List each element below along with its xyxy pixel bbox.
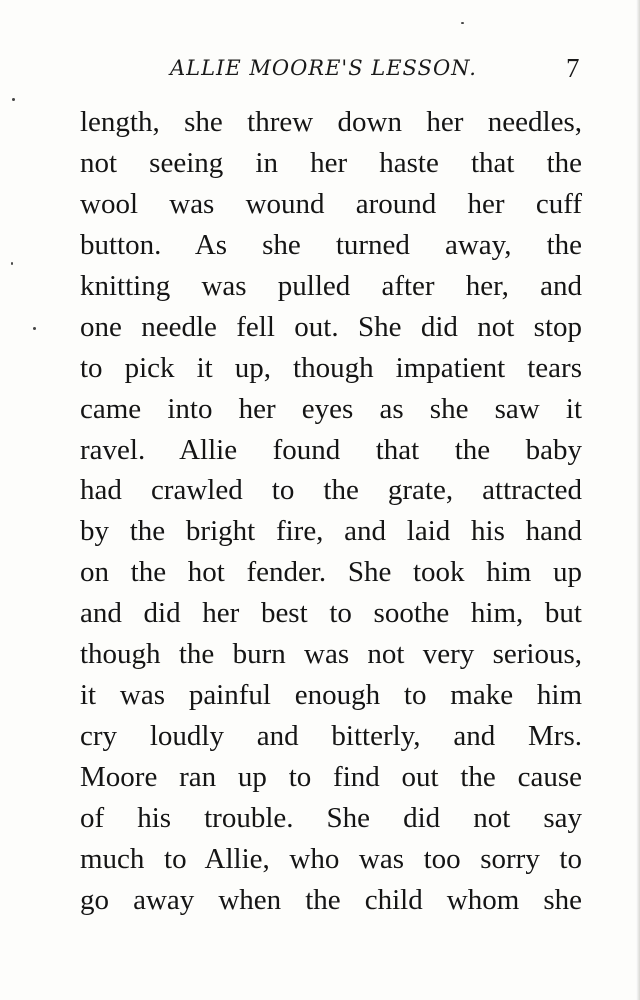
page-edge-shadow: [636, 0, 640, 1000]
body-text: [80, 102, 582, 921]
text-line: by the bright fire, and laid his hand: [80, 515, 582, 548]
text-line: cry loudly and bitterly, and Mrs.: [80, 720, 582, 753]
text-line: ravel. Allie found that the baby: [80, 433, 582, 466]
text-line: to pick it up, though impatient tears: [80, 351, 582, 384]
print-speck: [461, 22, 464, 24]
text-line: on the hot fender. She took him up: [80, 556, 582, 589]
text-line: it was painful enough to make him: [80, 679, 582, 712]
text-line: Moore ran up to find out the cause: [80, 761, 582, 793]
text-line: wool was wound around her cuff: [80, 187, 582, 220]
text-line: had crawled to the grate, attracted: [80, 474, 582, 507]
page-number: 7: [566, 53, 580, 83]
print-speck: [11, 262, 13, 265]
text-line: much to Allie, who was too sorry to: [80, 842, 582, 875]
text-line: of his trouble. She did not say: [80, 801, 582, 834]
text-line: not seeing in her haste that the: [80, 146, 582, 179]
print-speck: [12, 98, 15, 101]
print-speck: [33, 327, 36, 330]
text-line: knitting was pulled after her, and: [80, 269, 582, 302]
text-line: go away when the child whom she: [80, 883, 582, 916]
text-line: one needle fell out. She did not stop: [80, 310, 582, 343]
text-line: button. As she turned away, the: [80, 228, 582, 261]
text-line: came into her eyes as she saw it: [80, 392, 582, 425]
running-title: ALLIE MOORE'S LESSON.: [170, 56, 477, 80]
text-line: length, she threw down her needles,: [80, 106, 582, 138]
page-header: [0, 53, 640, 88]
text-line: though the burn was not very serious,: [80, 638, 582, 671]
text-line: and did her best to soothe him, but: [80, 597, 582, 630]
